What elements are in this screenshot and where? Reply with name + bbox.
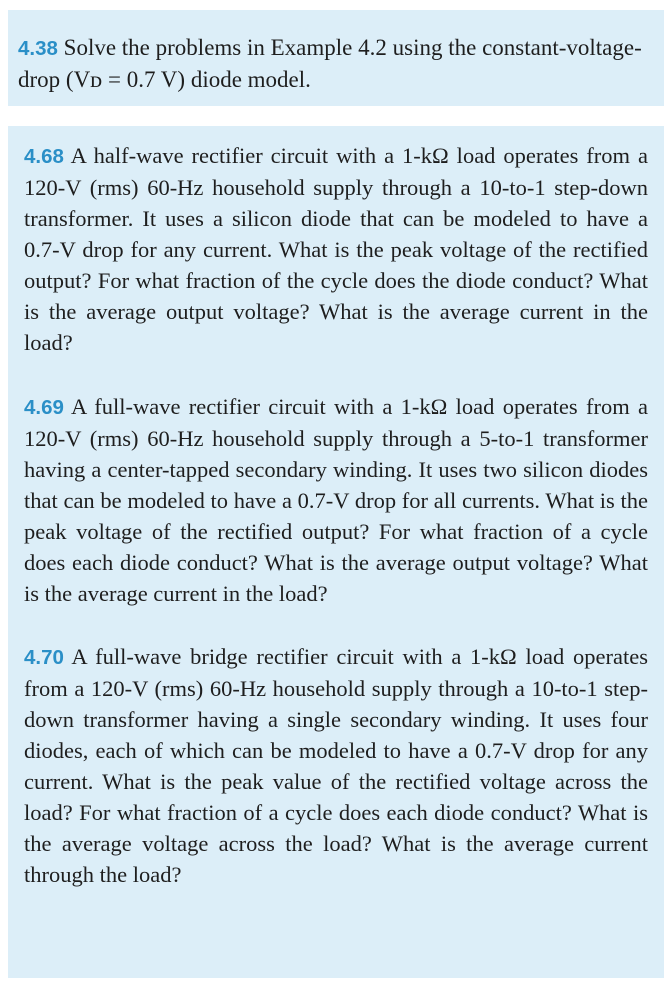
problem-text: A full-wave bridge rectifier circuit with a 1-kΩ load operates from a 120-V (rms) 60-Hz household supply through a 10-to-1 step-down transformer having a single secondary winding. It uses four diodes, each of which can be modeled to have a 0.7-V drop for any current. What is the peak value of the rectified voltage across the load? For what fraction of a cycle does each diode conduct? What is the average voltage across the load? What is the average current through the load? <box>24 644 648 887</box>
problem-number: 4.68 <box>24 145 64 168</box>
problem-4-69 <box>24 391 648 609</box>
problem-number: 4.70 <box>24 646 64 669</box>
problem-text: Solve the problems in Example 4.2 using the constant-voltage-drop (Vᴅ = 0.7 V) diode model. <box>18 35 642 92</box>
problem-text: A half-wave rectifier circuit with a 1-kΩ load operates from a 120-V (rms) 60-Hz household supply through a 10-to-1 step-down transformer. It uses a silicon diode that can be modeled to have a 0.7-V drop for any current. What is the peak voltage of the rectified output? For what fraction of the cycle does the diode conduct? What is the average output voltage? What is the average current in the load? <box>24 143 648 355</box>
problems-panel <box>8 126 664 978</box>
problem-4-68 <box>24 140 648 358</box>
problem-4-70 <box>24 641 648 890</box>
problem-4-38-block <box>8 10 664 106</box>
problem-number: 4.38 <box>18 37 58 60</box>
problem-4-38 <box>18 32 654 95</box>
problem-number: 4.69 <box>24 396 64 419</box>
problem-text: A full-wave rectifier circuit with a 1-kΩ load operates from a 120-V (rms) 60-Hz household supply through a 5-to-1 transformer having a center-tapped secondary winding. It uses two silicon diodes that can be modeled to have a 0.7-V drop for all currents. What is the peak voltage of the rectified output? For what fraction of a cycle does each diode conduct? What is the average output voltage? What is the average current in the load? <box>24 394 648 606</box>
